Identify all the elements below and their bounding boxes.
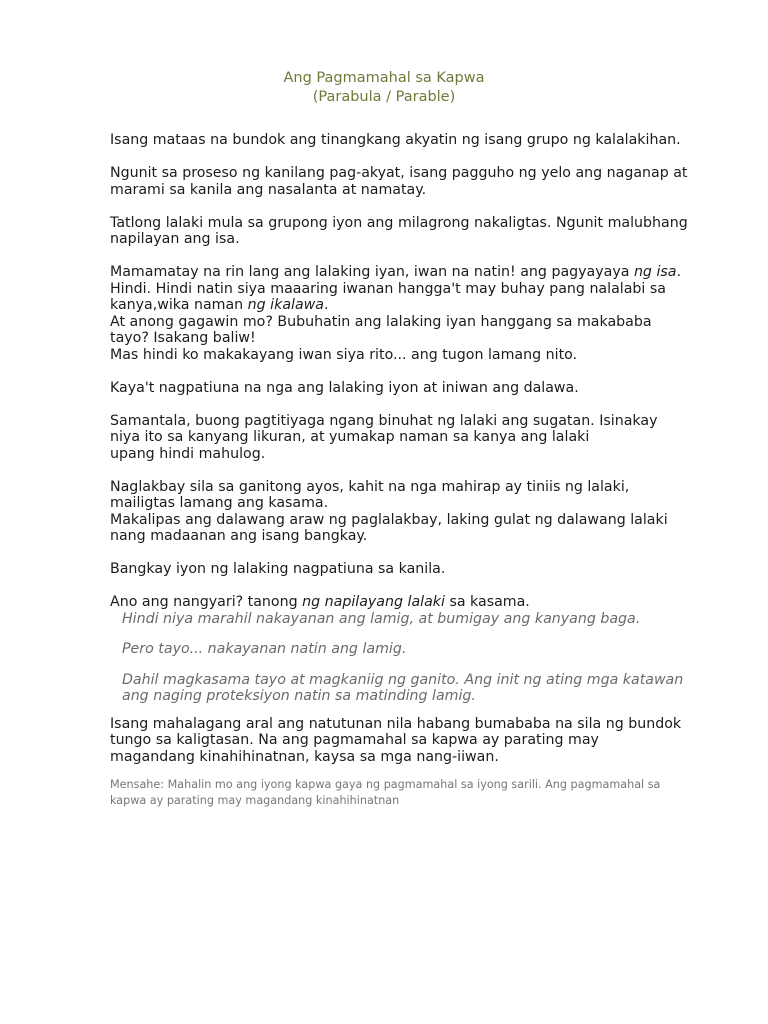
text-run: sa kasama. — [444, 594, 530, 610]
quote-line: Pero tayo... nakayanan natin ang lamig. — [122, 641, 407, 657]
paragraph-1 — [110, 132, 690, 149]
paragraph-line: tungo sa kaligtasan. Na ang pagmamahal sa kapwa ay parating may — [110, 732, 599, 748]
paragraph-line: upang hindi mahulog. — [110, 445, 266, 462]
dialogue-quote-2 — [110, 641, 690, 658]
paragraph-line: niya ito sa kanyang likuran, at yumakap naman sa kanya ang lalaki — [110, 429, 590, 445]
text-run: . — [676, 264, 681, 280]
paragraph-line: Samantala, buong pagtitiyaga ngang binuhat ng lalaki ang sugatan. Isinakay — [110, 412, 658, 429]
paragraph-line: nang madaanan ang isang bangkay. — [110, 528, 368, 544]
paragraph-2 — [110, 165, 690, 198]
moral-message — [110, 777, 690, 809]
message-line: kapwa ay parating may magandang kinahihinatnan — [110, 794, 400, 807]
document-subtitle: (Parabula / Parable) — [312, 89, 456, 105]
paragraph-line — [110, 594, 690, 611]
dialogue-quote-3 — [110, 672, 690, 705]
dialogue-quote-1 — [110, 611, 690, 628]
paragraph-4-dialogue — [110, 264, 690, 363]
paragraph-line: Mas hindi ko makakayang iwan siya rito... ang tugon lamang nito. — [110, 346, 578, 363]
paragraph-8 — [110, 561, 690, 578]
text-run: Mamamatay na rin lang ang lalaking iyan, iwan na natin! ang pagyayaya — [110, 264, 634, 280]
paragraph-line: napilayan ang isa. — [110, 231, 240, 247]
paragraph-5 — [110, 380, 690, 397]
paragraph-10 — [110, 716, 690, 766]
title-block — [0, 69, 768, 107]
text-run: kanya,wika naman — [110, 297, 248, 313]
paragraph-line — [110, 297, 690, 314]
paragraph-line: Isang mataas na bundok ang tinangkang akyatin ng isang grupo ng kalalakihan. — [110, 132, 681, 148]
paragraph-line: mailigtas lamang ang kasama. — [110, 495, 329, 511]
speaker-emphasis: ng ikalawa — [247, 297, 324, 313]
quote-line: ang naging proteksiyon natin sa matinding lamig. — [122, 688, 476, 704]
speaker-emphasis: ng napilayang lalaki — [302, 594, 445, 610]
paragraph-line: At anong gagawin mo? Bubuhatin ang lalaking iyan hanggang sa makababa — [110, 313, 652, 330]
paragraph-line: Tatlong lalaki mula sa grupong iyon ang milagrong nakaligtas. Ngunit malubhang — [110, 214, 688, 231]
paragraph-7 — [110, 479, 690, 545]
quote-line: Hindi niya marahil nakayanan ang lamig, at bumigay ang kanyang baga. — [122, 610, 641, 627]
quote-line: Dahil magkasama tayo at magkaniig ng ganito. Ang init ng ating mga katawan — [122, 671, 684, 688]
paragraph-9 — [110, 594, 690, 611]
paragraph-3 — [110, 215, 690, 248]
paragraph-line — [110, 264, 690, 281]
paragraph-line: Kaya't nagpatiuna na nga ang lalaking iyon at iniwan ang dalawa. — [110, 379, 579, 396]
paragraph-line: Isang mahalagang aral ang natutunan nila habang bumababa na sila ng bundok — [110, 715, 682, 732]
paragraph-line: Naglakbay sila sa ganitong ayos, kahit na nga mahirap ay tiniis ng lalaki, — [110, 478, 630, 495]
text-run: . — [323, 297, 329, 313]
speaker-emphasis: ng isa — [633, 264, 677, 280]
paragraph-line: Bangkay iyon ng lalaking nagpatiuna sa kanila. — [110, 561, 446, 577]
paragraph-line: Makalipas ang dalawang araw ng paglalakbay, laking gulat ng dalawang lalaki — [110, 511, 668, 528]
text-run: Ano ang nangyari? tanong — [110, 594, 303, 610]
document-title: Ang Pagmamahal sa Kapwa — [283, 70, 485, 86]
paragraph-line: Hindi. Hindi natin siya maaaring iwanan hangga't may buhay pang nalalabi sa — [110, 280, 666, 297]
paragraph-line: Ngunit sa proseso ng kanilang pag-akyat, isang pagguho ng yelo ang naganap at — [110, 165, 688, 181]
paragraph-line: marami sa kanila ang nasalanta at namatay. — [110, 181, 427, 198]
message-line: Mensahe: Mahalin mo ang iyong kapwa gaya ng pagmamahal sa iyong sarili. Ang pagmamahal sa — [110, 778, 661, 791]
paragraph-6 — [110, 413, 690, 463]
story-body — [110, 132, 690, 809]
paragraph-line: magandang kinahihinatnan, kaysa sa mga nang-iiwan. — [110, 748, 499, 765]
paragraph-line: tayo? Isakang baliw! — [110, 330, 256, 346]
